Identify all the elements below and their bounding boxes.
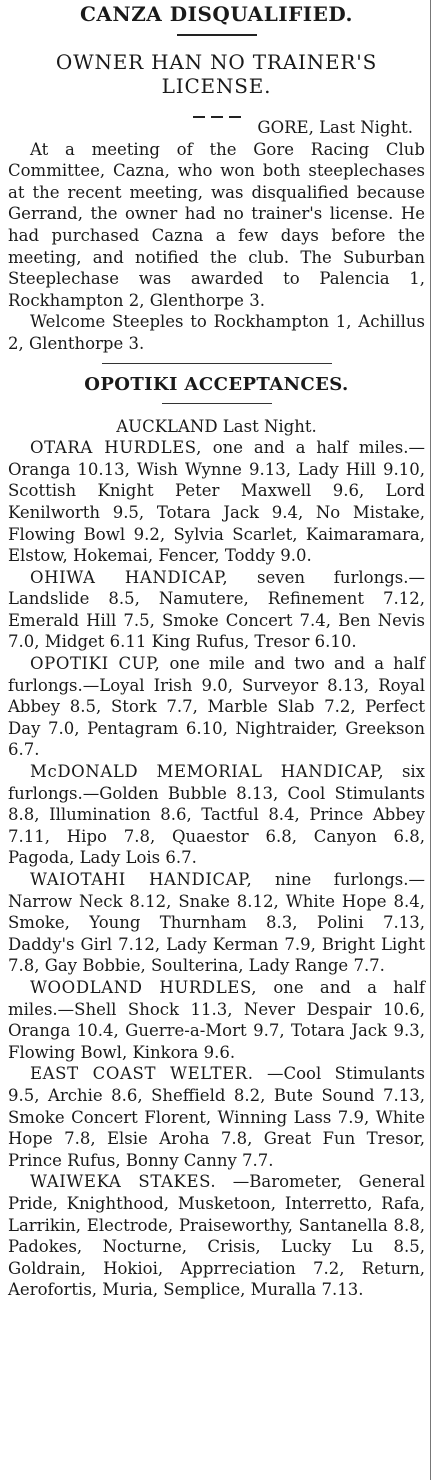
race-text: —Barometer, General Pride, Knighthood, Musketoon, Interretto, Rafa, Larrikin, Electrode, Praiseworthy, Santanella 8.8, Padokes, Nocturne, Crisis, Lucky Lu 8.5, Goldrain, Hokioi, Apprreciation 7.2, Return, Aerofortis, Muria, Semplice, Muralla 7.13. [8,1172,425,1300]
race-text: one and a half miles.—Oranga 10.13, Wish Wynne 9.13, Lady Hill 9.10, Scottish Knight Peter Maxwell 9.6, Lord Kenilworth 9.5, Totara Jack 9.4, No Mistake, Flowing Bowl 9.2, Sylvia Scarlet, Kaimaramara, Elstow, Hokemai, Fencer, Toddy 9.0. [8,438,425,566]
dateline-auckland: AUCKLAND Last Night. [116,416,317,436]
dash-separator [8,103,425,117]
article1-paragraph-2: Welcome Steeples to Rockhampton 1, Achillus 2, Glenthorpe 3. [8,312,425,353]
article1-paragraph-1: At a meeting of the Gore Racing Club Committee, Cazna, who won both steeplechases at the recent meeting, was disqualified because Gerrand, the owner had no trainer's license. He had purchased Cazna a few days before the meeting, and notified the club. The Suburban Steeplechase was awarded to Palencia 1, Rockhampton 2, Glenthorpe 3. [8,139,425,310]
race-text: —Cool Stimulants 9.5, Archie 8.6, Sheffield 8.2, Bute Sound 7.13, Smoke Concert Florent, Winning Lass 7.9, White Hope 7.8, Elsie Aroha 7.8, Great Fun Tresor, Prince Rufus, Bonny Canny 7.7. [8,1064,425,1170]
headline-rule [177,34,257,36]
race-name: McDONALD MEMORIAL HANDICAP, [30,762,385,782]
race-entry [8,977,425,1063]
column-rule [430,0,431,1480]
headline-rule-2 [162,403,272,404]
race-entry [8,1063,425,1171]
race-name: OTARA HURDLES, [30,438,202,458]
race-name: OPOTIKI CUP, [30,654,161,674]
race-entry [8,653,425,761]
race-entry [8,761,425,869]
race-entry [8,869,425,977]
race-name: WOODLAND HURDLES, [30,977,258,997]
race-entry [8,437,425,567]
race-name: OHIWA HANDICAP, [30,567,229,587]
article-separator [102,363,332,364]
race-entry [8,567,425,653]
race-text: six furlongs.—Golden Bubble 8.13, Cool Stimulants 8.8, Illumination 8.6, Tactful 8.4, Prince Abbey 7.11, Hipo 7.8, Quaestor 6.8, Canyon 6.8, Pagoda, Lady Lois 6.7. [8,762,425,868]
race-entry [8,1171,425,1301]
race-name: WAIWEKA STAKES. [30,1172,217,1192]
race-name: EAST COAST WELTER. [30,1064,254,1084]
headline-canza: CANZA DISQUALIFIED. [79,2,353,26]
headline-opotiki: OPOTIKI ACCEPTANCES. [84,373,349,395]
dateline-gore: GORE, Last Night. [257,118,413,137]
race-text: nine furlongs.—Narrow Neck 8.12, Snake 8.12, White Hope 8.4, Smoke, Young Thurnham 8.3, Polini 7.13, Daddy's Girl 7.12, Lady Kerman 7.9, Bright Light 7.8, Gay Bobbie, Soulterina, Lady Range 7.7. [8,870,425,976]
subheadline-owner: OWNER HAN NO TRAINER'S LICENSE. [55,50,378,98]
race-text: seven furlongs.—Landslide 8.5, Namutere, Refinement 7.12, Emerald Hill 7.5, Smoke Concert 7.4, Ben Nevis 7.0, Midget 6.11 King Rufus, Tresor 6.10. [8,567,425,652]
race-text: one and a half miles.—Shell Shock 11.3, Never Despair 10.6, Oranga 10.4, Guerre-a-Mort 9.7, Totara Jack 9.3, Flowing Bowl, Kinkora 9.6. [8,977,425,1062]
race-text: one mile and two and a half furlongs.—Loyal Irish 9.0, Surveyor 8.13, Royal Abbey 8.5, Stork 7.7, Marble Slab 7.2, Perfect Day 7.0, Pentagram 6.10, Nightraider, Greekson 6.7. [8,654,426,760]
race-name: WAIOTAHI HANDICAP, [30,870,253,889]
